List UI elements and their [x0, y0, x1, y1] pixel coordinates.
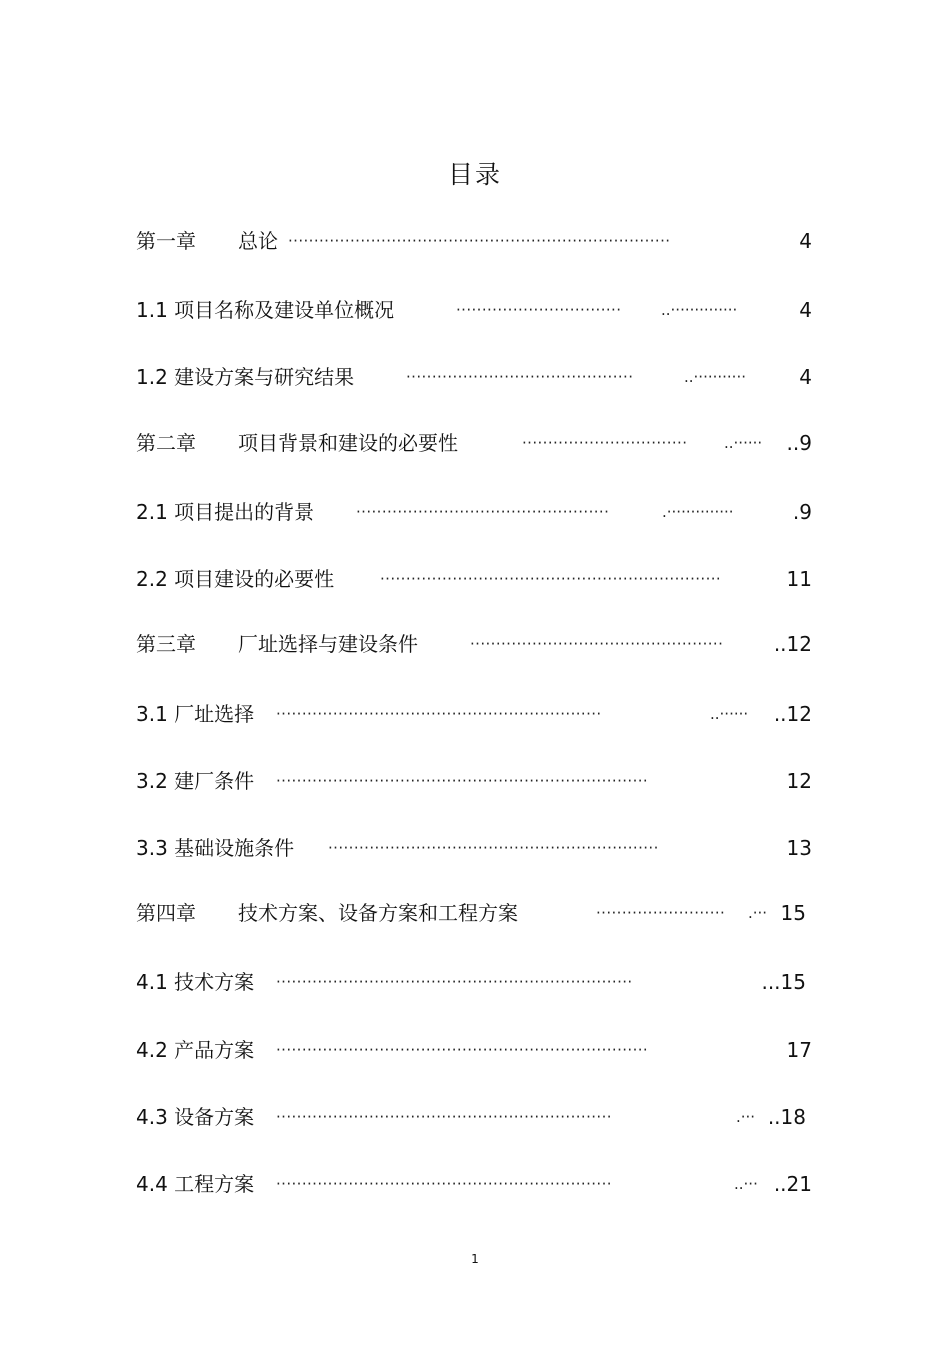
toc-page-number: .9 [792, 500, 812, 524]
toc-leader-dots-secondary: .··· [748, 904, 768, 922]
toc-page-number: 15 [780, 901, 806, 925]
toc-entry-label: 4.4 工程方案 [136, 1172, 255, 1196]
toc-entry-4-1[interactable] [136, 967, 816, 997]
toc-leader-dots: ················································· [356, 503, 610, 521]
toc-leader-dots-secondary: ..··· [734, 1175, 758, 1193]
toc-page-number: ..21 [773, 1172, 812, 1196]
toc-leader-dots-secondary: .··· [736, 1108, 756, 1126]
toc-page-number: ..18 [767, 1105, 806, 1129]
toc-title: 目录 [447, 160, 502, 189]
toc-page-number: 4 [799, 298, 812, 322]
toc-entry-label: 3.3 基础设施条件 [136, 836, 295, 860]
toc-entry-label: 4.1 技术方案 [136, 970, 255, 994]
toc-entry-chapter-4[interactable] [136, 898, 816, 928]
toc-leader-dots: ························· [596, 904, 726, 922]
toc-entry-section-title: 技术方案、设备方案和工程方案 [238, 901, 518, 925]
toc-page-number: ..12 [773, 702, 812, 726]
page-number-footer: 1 [471, 1252, 479, 1266]
toc-leader-dots-secondary: ..··········· [684, 368, 746, 386]
toc-page-number: 4 [799, 365, 812, 389]
toc-entry-section-title: 项目背景和建设的必要性 [238, 431, 458, 455]
toc-leader-dots: ············································ [406, 368, 634, 386]
toc-page-number: ..12 [773, 632, 812, 656]
toc-entry-3-3[interactable] [136, 833, 816, 863]
toc-entry-chapter-2[interactable] [136, 428, 816, 458]
toc-entry-label: 第二章 [136, 431, 196, 455]
toc-entry-label: 4.2 产品方案 [136, 1038, 255, 1062]
toc-page-number: 4 [799, 229, 812, 253]
toc-entry-4-3[interactable] [136, 1102, 816, 1132]
toc-entry-label: 第一章 [136, 229, 196, 253]
toc-leader-dots-secondary: .·············· [662, 503, 734, 521]
toc-entry-chapter-3[interactable] [136, 629, 816, 659]
toc-entry-1-1[interactable] [136, 295, 816, 325]
toc-entry-label: 1.2 建设方案与研究结果 [136, 365, 355, 389]
toc-leader-dots-secondary: ..······ [710, 705, 749, 723]
toc-leader-dots: ········································································ [276, 772, 649, 790]
toc-page-number: 17 [786, 1038, 812, 1062]
toc-entry-chapter-1[interactable] [136, 226, 816, 256]
toc-entry-2-1[interactable] [136, 497, 816, 527]
toc-entry-3-1[interactable] [136, 699, 816, 729]
toc-page-number: ...15 [761, 970, 806, 994]
toc-leader-dots: ································ [522, 434, 688, 452]
toc-entry-label: 4.3 设备方案 [136, 1105, 255, 1129]
toc-entry-4-4[interactable] [136, 1169, 816, 1199]
toc-page-number: 13 [786, 836, 812, 860]
toc-leader-dots: ································ [456, 301, 622, 319]
toc-page-number: 11 [786, 567, 812, 591]
toc-leader-dots: ················································· [470, 635, 724, 653]
toc-leader-dots: ·································································· [380, 570, 722, 588]
toc-entry-1-2[interactable] [136, 362, 816, 392]
toc-leader-dots: ········································································ [276, 1041, 649, 1059]
toc-leader-dots: ····································································· [276, 973, 633, 991]
toc-entry-4-2[interactable] [136, 1035, 816, 1065]
toc-entry-3-2[interactable] [136, 766, 816, 796]
toc-page-number: ..9 [786, 431, 812, 455]
toc-entry-label: 3.1 厂址选择 [136, 702, 255, 726]
toc-entry-label: 第三章 [136, 632, 196, 656]
toc-entry-label: 3.2 建厂条件 [136, 769, 255, 793]
toc-entry-2-2[interactable] [136, 564, 816, 594]
toc-entry-label: 2.2 项目建设的必要性 [136, 567, 335, 591]
toc-leader-dots: ······························································· [276, 705, 602, 723]
toc-entry-label: 第四章 [136, 901, 196, 925]
toc-leader-dots: ································································ [328, 839, 659, 857]
toc-leader-dots-secondary: ..······ [724, 434, 763, 452]
toc-leader-dots: ································································· [276, 1175, 612, 1193]
toc-leader-dots: ································································· [276, 1108, 612, 1126]
toc-entry-label: 1.1 项目名称及建设单位概况 [136, 298, 395, 322]
toc-entry-section-title: 总论 [238, 229, 278, 253]
toc-page-number: 12 [786, 769, 812, 793]
toc-leader-dots-secondary: ..·············· [661, 301, 738, 319]
toc-leader-dots: ·········································································· [288, 232, 671, 250]
toc-entry-label: 2.1 项目提出的背景 [136, 500, 315, 524]
toc-entry-section-title: 厂址选择与建设条件 [238, 632, 418, 656]
